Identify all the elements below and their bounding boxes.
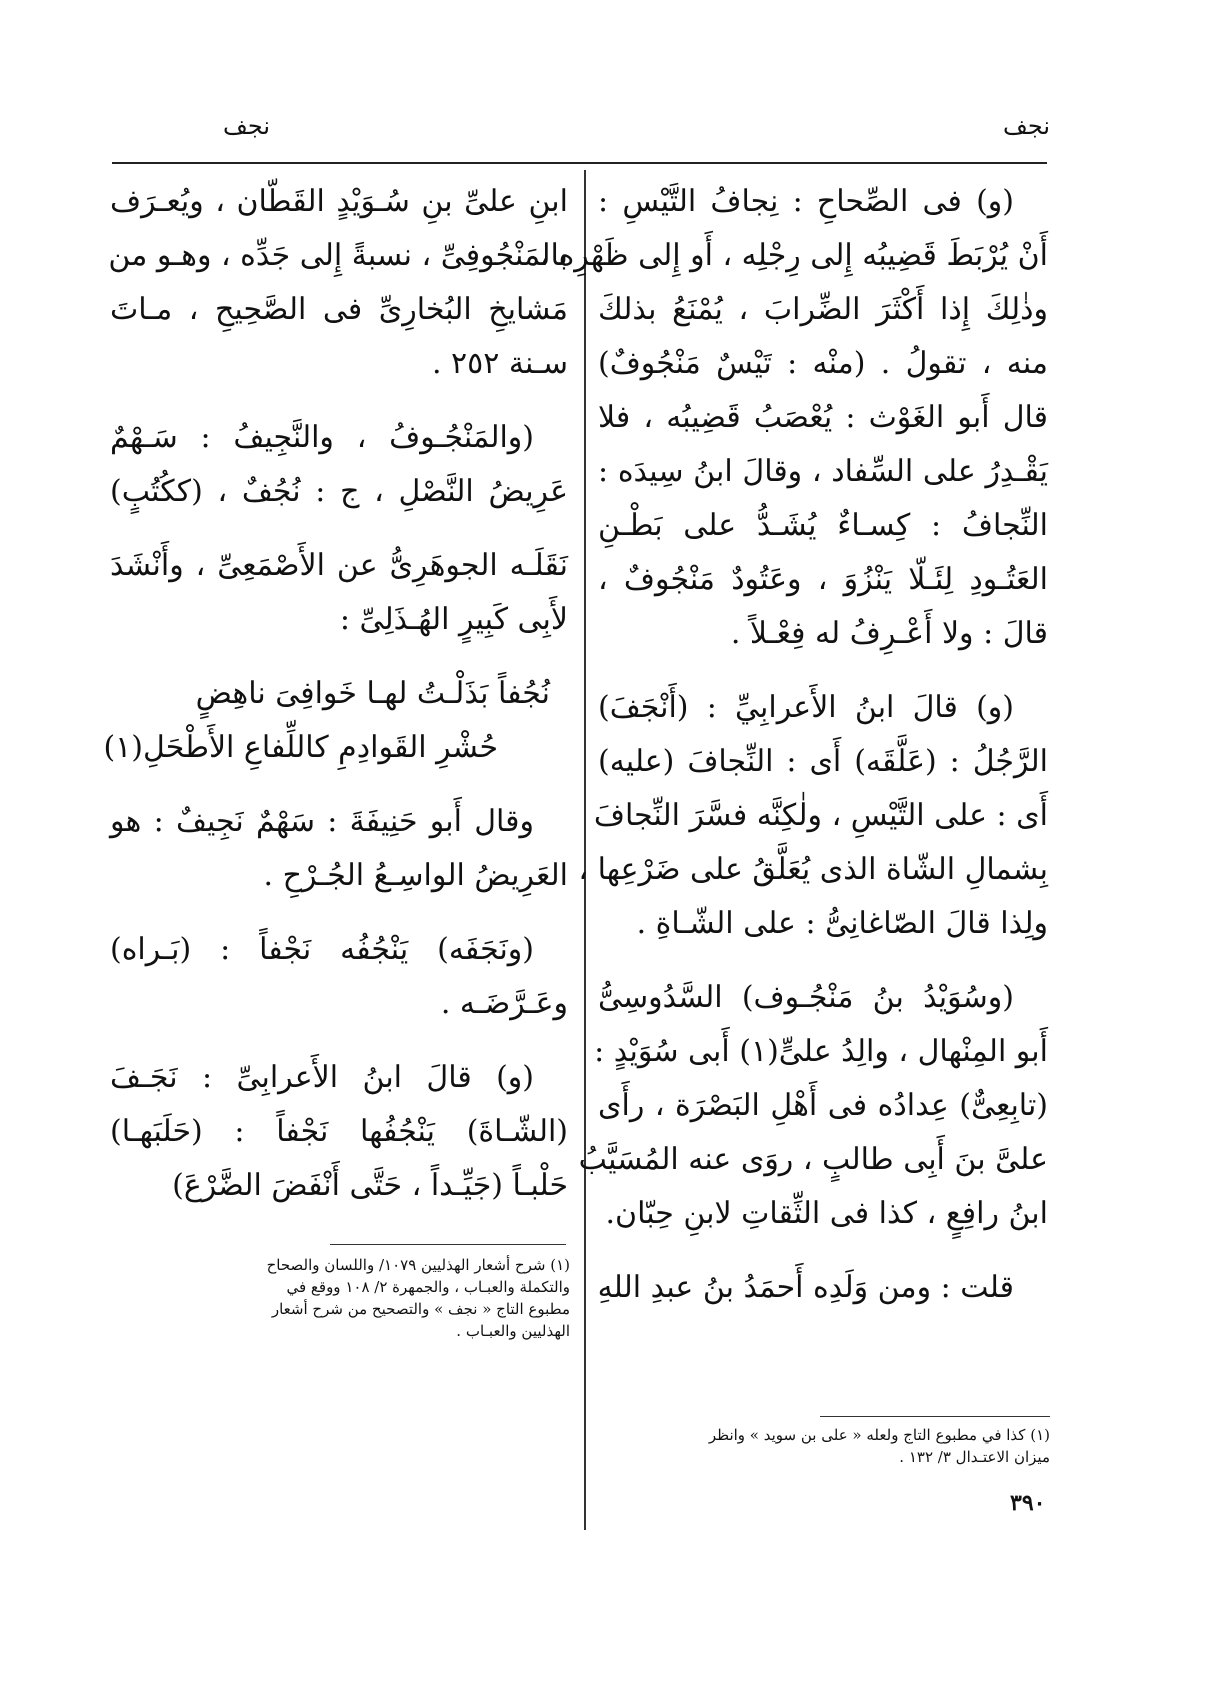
text-line: (ونَجَفَه) يَنْجُفُه نَجْفاً : (بَـراه) — [110, 932, 534, 967]
text-line: الرَّجُلُ : (عَلَّقَه) أَى : النِّجافَ (عليه) — [598, 744, 1048, 779]
paragraph-gap — [598, 1241, 1048, 1261]
header-rule — [112, 162, 1047, 164]
text-line: (و) قالَ ابنُ الأَعرابِيِّ : (أَنْجَفَ) — [598, 690, 1014, 725]
paragraph-gap — [110, 903, 568, 923]
text-line: أَنْ يُرْبَطَ قَضِيبُه إِلى رِجْلِه ، أَو إِلى ظَهْرِه ، — [539, 238, 1048, 273]
text-line: النِّجافُ : كِسـاءٌ يُشَـدُّ على بَطْـنِ — [598, 508, 1048, 543]
text-line: وقال أَبو حَنِيفَةَ : سَهْمٌ نَجِيفٌ : هو — [110, 804, 534, 839]
running-header-right: نجف — [1002, 112, 1050, 140]
paragraph-gap — [598, 951, 1048, 971]
running-header-left: نجف — [222, 112, 270, 140]
text-line: ولِذا قالَ الصّاغانِىُّ : على الشّـاةِ . — [636, 906, 1048, 941]
text-line: قلت : ومن وَلَدِه أَحمَدُ بنُ عبدِ اللهِ — [597, 1270, 1014, 1305]
paragraph-gap — [598, 661, 1048, 681]
text-line: (تابِعِىٌّ) عِدادُه فى أَهْلِ البَصْرَة ، رأَى — [598, 1088, 1048, 1123]
text-line: (و) قالَ ابنُ الأَعرابِىِّ : نَجَـفَ — [110, 1060, 534, 1095]
footnote-line: ميزان الاعتـدال ٣/ ١٣٢ . — [899, 1448, 1050, 1466]
page-number: ٣٩٠ — [1010, 1490, 1046, 1516]
text-line: العَرِيضُ الواسِـعُ الجُـرْحِ . — [263, 858, 568, 893]
text-line: قال أَبو الغَوْث : يُعْصَبُ قَضِيبُه ، فلا — [598, 400, 1048, 435]
footnote-rule-left — [330, 1244, 566, 1245]
footnote-line: مطبوع التاج « نجف » والتصحيح من شرح أشعار — [271, 1300, 570, 1318]
verse-line: حُشْرِ القَوادِمِ كاللِّفاعِ الأَطْحَلِ(١) — [103, 730, 498, 765]
paragraph-gap — [110, 775, 568, 795]
left-column — [103, 175, 568, 1213]
text-line: نَقَلَـه الجوهَرِىُّ عن الأَصْمَعِىِّ ، وأَنْشَدَ — [110, 548, 568, 583]
text-line: مَشايخِ البُخارِىِّ فى الصَّحِيحِ ، مـاتَ — [110, 292, 568, 327]
text-line: عَرِيضُ النَّصْلِ ، ج : نُجُفٌ ، (ككُتُبٍ) — [110, 474, 568, 509]
text-line: قالَ : ولا أَعْـرِفُ له فِعْـلاً . — [730, 616, 1048, 651]
text-line: يَقْـدِرُ على السِّفاد ، وقالَ ابنُ سِيدَه : — [598, 454, 1048, 489]
text-line: (والمَنْجُـوفُ ، والنَّجِيفُ : سَـهْمٌ — [110, 420, 534, 455]
text-line: حَلْبـاً (جَيِّـداً ، حَتَّى أَنْفَضَ الضَّرْعَ) — [172, 1168, 568, 1203]
text-line: علىَّ بنَ أَبِى طالبٍ ، روَى عنه المُسَيَّبُ — [578, 1142, 1048, 1177]
verse-line: نُجُفاً بَذَلْـتُ لهـا خَوافِىَ ناهِضٍ — [195, 676, 550, 711]
text-line: بِشمالِ الشّاة الذى يُعَلَّقُ على ضَرْعِها ، — [578, 852, 1048, 887]
paragraph-gap — [110, 391, 568, 411]
paragraph-gap — [110, 1031, 568, 1051]
text-line: لأَبِى كَبِيرٍ الهُـذَلِىِّ : — [339, 602, 568, 637]
text-line: العَتُـودِ لِئَـلّا يَنْزُوَ ، وعَتُودٌ مَنْجُوفٌ ، — [598, 562, 1048, 597]
text-line: أَبو المِنْهال ، والِدُ علىٍّ(١) أَبى سُوَيْدٍ : — [594, 1034, 1048, 1069]
text-line: ابنِ علىِّ بنِ سُـوَيْدٍ القَطّان ، ويُعـرَف — [110, 184, 568, 219]
paragraph-gap — [110, 519, 568, 539]
text-line: (الشّـاةَ) يَنْجُفُها نَجْفاً : (حَلَبَهـا) — [110, 1114, 568, 1149]
footnote-line: (١) شرح أشعار الهذليين ١٠٧٩/ واللسان والصحاح — [266, 1256, 570, 1274]
footnote-right — [600, 1424, 1050, 1468]
text-line: ابنُ رافِعٍ ، كذا فى الثِّقاتِ لابنِ حِبّان. — [605, 1196, 1048, 1231]
text-line: وعَـرَّضَـه . — [440, 986, 568, 1021]
footnote-left — [118, 1254, 570, 1342]
footnote-line: (١) كذا في مطبوع التاج ولعله « على بن سويد » وانظر — [708, 1426, 1050, 1444]
footnote-rule-right — [820, 1416, 1050, 1417]
text-line: منه ، تقولُ . (منْه : تَيْسٌ مَنْجُوفٌ) — [598, 346, 1049, 381]
text-line: بالمَنْجُوفِىِّ ، نسبةً إِلى جَدِّه ، وهـو من — [108, 238, 568, 273]
footnote-line: والتكملة والعبـاب ، والجمهرة ٢/ ١٠٨ ووقع في — [286, 1278, 570, 1296]
text-line: أَى : على التَّيْسِ ، ولٰكِنَّه فسَّرَ النِّجافَ — [593, 798, 1048, 833]
footnote-line: الهذليين والعبـاب . — [456, 1322, 570, 1340]
paragraph-gap — [110, 647, 568, 667]
text-line: (و) فى الصِّحاحِ : نِجافُ التَّيْسِ : — [598, 184, 1014, 219]
text-line: سـنة ٢٥٢ . — [431, 346, 568, 381]
text-line: (وسُوَيْدُ بنُ مَنْجُـوف) السَّدُوسِىُّ — [598, 980, 1014, 1015]
text-line: وذٰلِكَ إِذا أَكْثَرَ الضِّرابَ ، يُمْنَعُ بذلكَ — [598, 292, 1048, 327]
right-column — [539, 175, 1049, 1315]
